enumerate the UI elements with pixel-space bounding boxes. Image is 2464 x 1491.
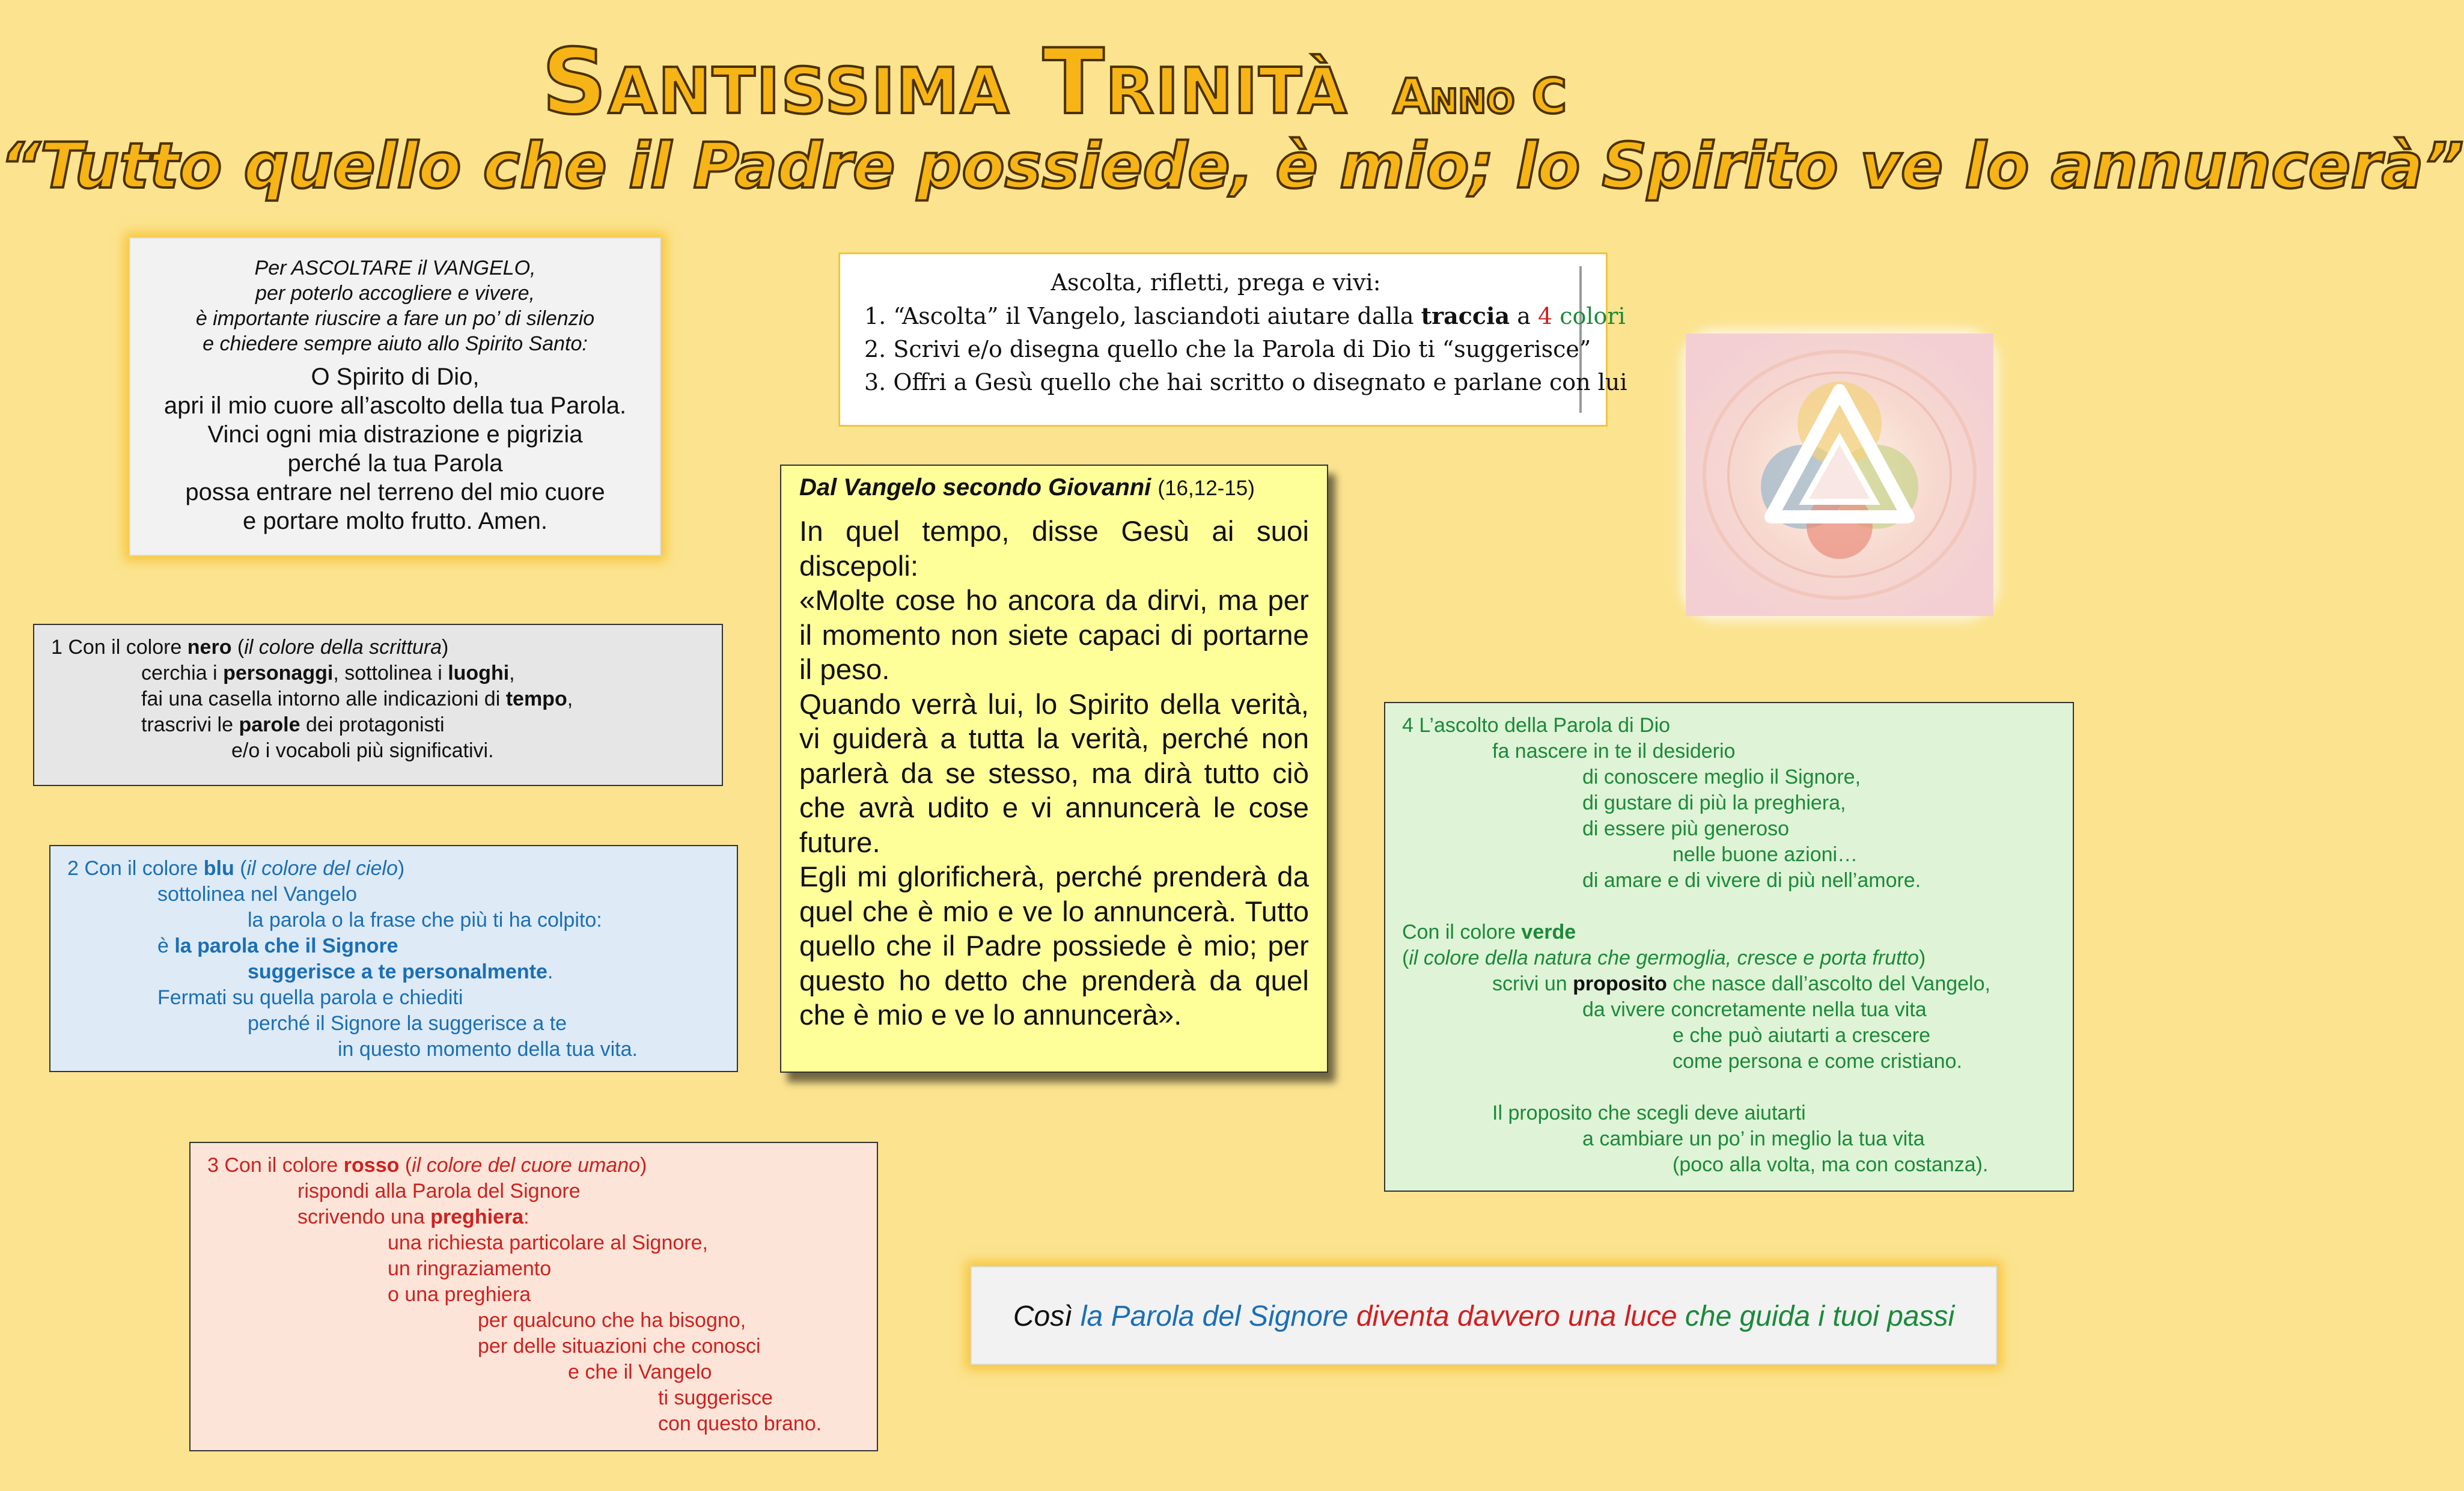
box-line [1402, 919, 2056, 945]
instruction-step-1 [864, 299, 1626, 333]
gospel-reference: (16,12-15) [1157, 477, 1255, 500]
box-line: di conoscere meglio il Signore, [1582, 766, 1861, 788]
page-subtitle: “Tutto quello che il Padre possiede, è mio; lo Spirito ve lo annuncerà” [0, 129, 2464, 203]
box-line: rispondi alla Parola del Signore [297, 1180, 581, 1203]
box-line: di gustare di più la preghiera, [1582, 791, 1846, 814]
anno-label: Anno C [1392, 69, 1567, 124]
box-line: Fermati su quella parola e chiediti [157, 986, 463, 1009]
text-italic: il colore del cielo [246, 857, 398, 880]
box-line: come persona e come cristiano. [1673, 1050, 1962, 1073]
text-bold: tempo [505, 688, 567, 710]
text: ) [1918, 947, 1926, 969]
box-line: fa nascere in te il desiderio [1492, 740, 1736, 763]
box-line: a cambiare un po’ in meglio la tua vita [1582, 1127, 1925, 1150]
box-line [67, 959, 720, 985]
box-line: o una preghiera [388, 1283, 531, 1306]
prayer-box [129, 237, 661, 556]
text-bold: la parola che il Signore [174, 935, 398, 957]
blue-color-box [49, 845, 738, 1072]
header [0, 30, 2109, 135]
text: scrivi un [1492, 972, 1573, 995]
box-line [51, 686, 705, 712]
step-text: a [1510, 303, 1538, 329]
gospel-text [799, 514, 1309, 1033]
box-line: (poco alla volta, ma con costanza). [1673, 1153, 1989, 1176]
spacer [1402, 894, 2056, 919]
box-line: di amare e di vivere di più nell’amore. [1582, 869, 1921, 892]
closing-text-blue: la Parola del Signore [1080, 1300, 1349, 1332]
gospel-paragraph: Egli mi glorificherà, perché prenderà da quel che è mio e ve lo annuncerà. Tutto quello che il Padre possiede è mio; per questo ho detto che prenderà da quel che è mio e ve lo annuncerà». [799, 861, 1309, 1031]
text: , [509, 662, 515, 685]
prayer-line: O Spirito di Dio, [311, 364, 480, 390]
box-line: nelle buone azioni… [1673, 843, 1858, 866]
text: è [157, 935, 175, 957]
closing-box [971, 1266, 1997, 1365]
box-line: di essere più generoso [1582, 817, 1790, 840]
closing-text-green: che guida i tuoi passi [1677, 1300, 1955, 1332]
box-line: la parola o la frase che più ti ha colpito: [248, 909, 602, 931]
box-line: e che il Vangelo [568, 1361, 712, 1383]
box-line: Il proposito che scegli deve aiutarti [1492, 1102, 1806, 1124]
text-italic: il colore della natura che germoglia, cresce e porta frutto [1409, 947, 1919, 969]
box-line [1402, 945, 2056, 971]
gospel-paragraph: «Molte cose ho ancora da dirvi, ma per il momento non siete capaci di portarne il peso. [799, 585, 1309, 686]
text: 1 Con il colore [51, 636, 188, 659]
prayer-line: e portare molto frutto. Amen. [243, 508, 547, 534]
red-color-box [189, 1142, 878, 1451]
step-bold: traccia [1421, 302, 1510, 329]
box-line: un ringraziamento [388, 1257, 552, 1280]
text: ( [1402, 947, 1409, 969]
trinity-symbol-icon [1686, 334, 1993, 616]
text: ( [234, 857, 247, 880]
prayer-intro-line: e chiedere sempre aiuto allo Spirito Santo: [203, 332, 588, 355]
box-line: perché il Signore la suggerisce a te [248, 1012, 567, 1035]
step-colored: colori [1552, 303, 1626, 329]
prayer-line: Vinci ogni mia distrazione e pigrizia [207, 421, 583, 448]
text-bold: suggerisce a te personalmente [248, 960, 547, 983]
text: cerchia i [141, 662, 224, 685]
page-title: Santissima Trinità [541, 30, 1349, 135]
instructions-heading: Ascolta, rifletti, prega e vivi: [1051, 269, 1381, 296]
spacer [1402, 1075, 2056, 1100]
text-bold: blu [203, 857, 234, 880]
text: 3 Con il colore [207, 1154, 344, 1177]
step-number: 4 [1537, 303, 1553, 329]
text: trascrivi le [141, 713, 239, 736]
box-line [51, 712, 705, 738]
box-line: una richiesta particolare al Signore, [388, 1231, 708, 1254]
prayer-line: perché la tua Parola [287, 450, 503, 477]
instructions-box [838, 252, 1627, 427]
prayer-line: apri il mio cuore all’ascolto della tua Parola. [163, 392, 627, 419]
box-line: in questo momento della tua vita. [338, 1038, 638, 1061]
text: scrivendo una [297, 1206, 431, 1228]
box-line: per delle situazioni che conosci [478, 1335, 761, 1358]
box-line [207, 1153, 860, 1178]
text: fai una casella intorno alle indicazioni di [141, 688, 506, 710]
step-text: 1. “Ascolta” il Vangelo, lasciandoti aiutare dalla [864, 303, 1421, 329]
prayer-intro-line: per poterlo accogliere e vivere, [255, 282, 535, 305]
text: ( [399, 1154, 412, 1177]
text: Con il colore [1402, 921, 1522, 944]
gospel-title: Dal Vangelo secondo Giovanni [799, 474, 1151, 501]
text-italic: il colore del cuore umano [412, 1154, 641, 1177]
text-bold: luoghi [448, 662, 510, 685]
text: ) [442, 636, 449, 659]
text-bold: parole [239, 713, 300, 736]
prayer-intro [142, 255, 648, 356]
box-line: e/o i vocaboli più significativi. [231, 739, 494, 762]
text-bold: preghiera [430, 1206, 524, 1228]
box-line [207, 1204, 860, 1230]
prayer-text [142, 362, 648, 535]
text: 2 Con il colore [67, 857, 204, 880]
gospel-box [780, 465, 1328, 1073]
box-line: e che può aiutarti a crescere [1673, 1024, 1931, 1047]
text-bold: proposito [1573, 972, 1667, 995]
text: , sottolinea i [333, 662, 448, 685]
box-line [51, 660, 705, 686]
text: che nasce dall’ascolto del Vangelo, [1667, 972, 1990, 995]
box-line: sottolinea nel Vangelo [157, 883, 358, 906]
gospel-paragraph: In quel tempo, disse Gesù ai suoi discepoli: [799, 516, 1309, 582]
box-line [67, 933, 720, 959]
prayer-intro-line: Per ASCOLTARE il VANGELO, [254, 257, 536, 279]
prayer-intro-line: è importante riuscire a fare un po’ di silenzio [195, 307, 595, 330]
text-bold: personaggi [223, 662, 334, 685]
box-line [67, 856, 720, 882]
gospel-heading [799, 474, 1309, 501]
text-bold: verde [1521, 921, 1576, 944]
box-line: 4 L’ascolto della Parola di Dio [1402, 714, 1671, 737]
instruction-step-3: 3. Offri a Gesù quello che hai scritto o disegnato e parlane con lui [864, 369, 1627, 395]
prayer-line: possa entrare nel terreno del mio cuore [185, 479, 605, 505]
text: ( [231, 636, 245, 659]
box-line [1402, 971, 2056, 997]
gospel-paragraph: Quando verrà lui, lo Spirito della verità, vi guiderà a tutta la verità, perché non parlerà da se stesso, ma dirà tutto ciò che avrà udito e vi annuncerà le cose future. [799, 688, 1309, 859]
closing-text: Così [1013, 1300, 1081, 1332]
closing-text-red: diventa davvero una luce [1348, 1300, 1677, 1332]
text-italic: il colore della scrittura [244, 636, 442, 659]
instruction-step-2: 2. Scrivi e/o disegna quello che la Parola di Dio ti “suggerisce” [864, 336, 1591, 362]
text: , [567, 688, 573, 710]
box-line: per qualcuno che ha bisogno, [478, 1309, 746, 1332]
text: : [523, 1206, 529, 1228]
box-line: ti suggerisce [658, 1386, 773, 1409]
trinity-symbol-image [1686, 334, 1993, 616]
box-line [51, 635, 705, 660]
box-line: da vivere concretamente nella tua vita [1582, 998, 1927, 1021]
text: dei protagonisti [300, 713, 445, 736]
text-bold: nero [187, 636, 232, 659]
green-color-box [1384, 702, 2074, 1192]
text-bold: rosso [343, 1154, 400, 1177]
box-line: con questo brano. [658, 1412, 822, 1435]
text: . [547, 960, 553, 983]
black-color-box [33, 624, 723, 786]
text: ) [640, 1154, 647, 1177]
text: ) [397, 857, 405, 880]
